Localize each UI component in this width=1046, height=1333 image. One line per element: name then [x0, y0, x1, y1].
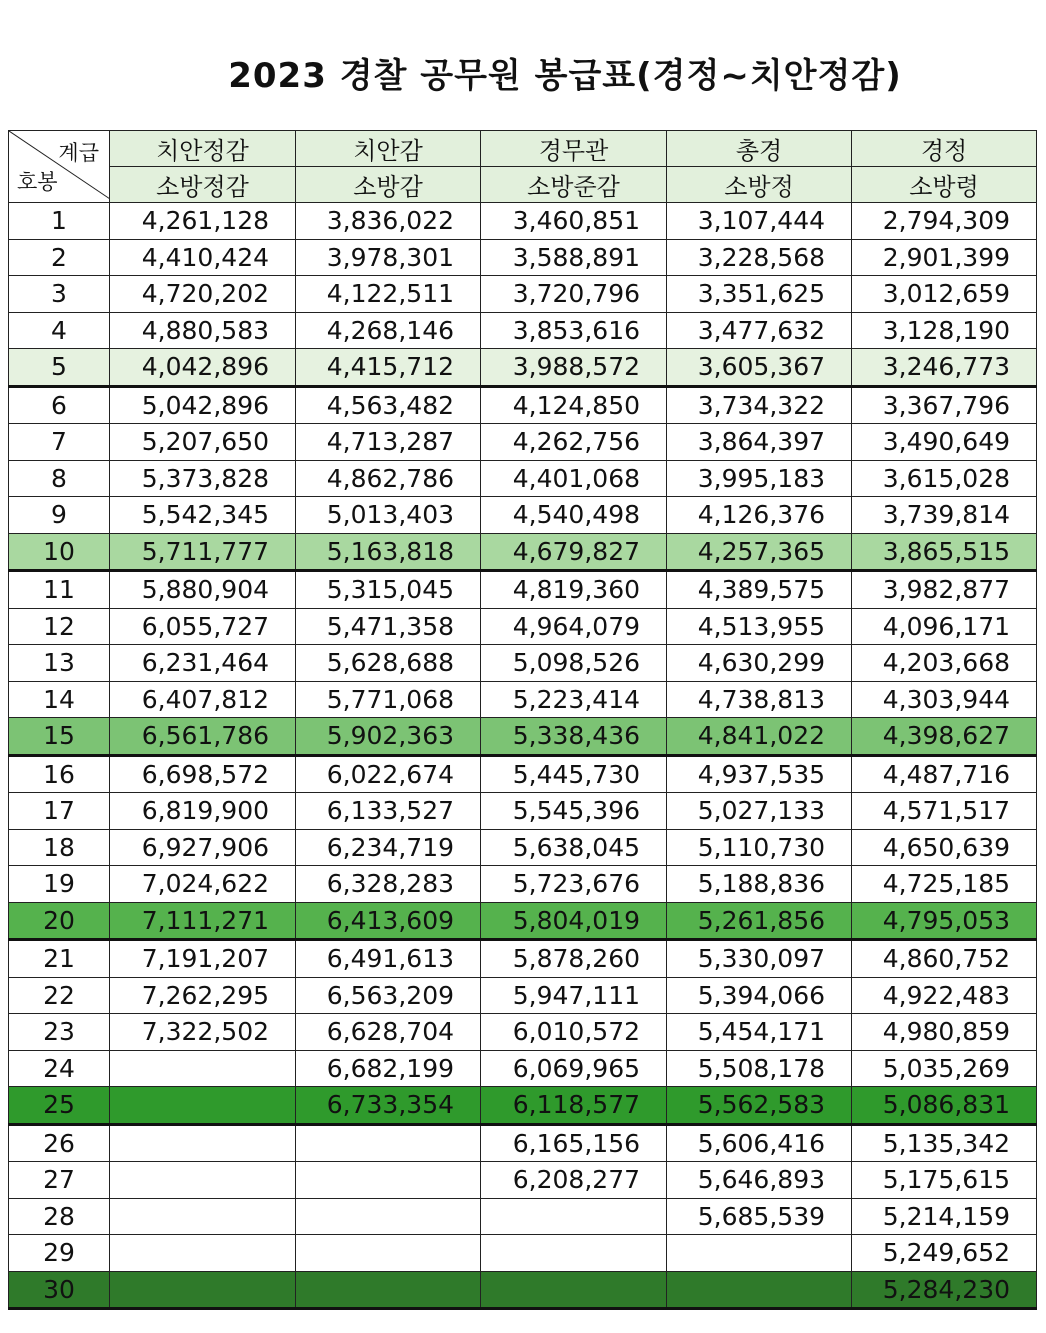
step-cell: 6: [9, 386, 110, 424]
salary-cell: 3,605,367: [667, 349, 852, 387]
table-row: [9, 902, 1037, 940]
step-cell: 23: [9, 1014, 110, 1051]
salary-cell: 5,163,818: [296, 533, 481, 571]
table-row: [9, 533, 1037, 571]
step-cell: 30: [9, 1271, 110, 1309]
salary-cell: 6,927,906: [110, 829, 296, 866]
salary-cell: 5,771,068: [296, 681, 481, 718]
step-cell: 22: [9, 977, 110, 1014]
salary-cell: 5,207,650: [110, 424, 296, 461]
header-row-police: [9, 131, 1037, 167]
salary-cell: 5,214,159: [852, 1198, 1037, 1235]
salary-cell: 5,223,414: [481, 681, 667, 718]
salary-cell: 6,819,900: [110, 793, 296, 830]
salary-cell: 5,338,436: [481, 718, 667, 756]
salary-cell: 4,261,128: [110, 203, 296, 240]
salary-cell: 6,698,572: [110, 755, 296, 793]
step-cell: 29: [9, 1235, 110, 1272]
salary-cell: 3,853,616: [481, 312, 667, 349]
salary-cell: 5,035,269: [852, 1050, 1037, 1087]
step-cell: 27: [9, 1162, 110, 1199]
salary-cell: 5,445,730: [481, 755, 667, 793]
step-cell: 15: [9, 718, 110, 756]
table-row: [9, 386, 1037, 424]
table-row: [9, 1271, 1037, 1309]
table-row: [9, 793, 1037, 830]
salary-cell: 5,638,045: [481, 829, 667, 866]
step-cell: 24: [9, 1050, 110, 1087]
salary-cell: 4,571,517: [852, 793, 1037, 830]
table-row: [9, 608, 1037, 645]
salary-cell: 4,937,535: [667, 755, 852, 793]
salary-cell: 5,315,045: [296, 571, 481, 609]
salary-cell: 4,563,482: [296, 386, 481, 424]
salary-cell: 5,804,019: [481, 902, 667, 940]
step-cell: 21: [9, 940, 110, 978]
table-row: [9, 203, 1037, 240]
salary-cell: 7,322,502: [110, 1014, 296, 1051]
salary-cell: [110, 1198, 296, 1235]
salary-cell: 5,098,526: [481, 645, 667, 682]
table-row: [9, 1124, 1037, 1162]
salary-cell: 5,188,836: [667, 866, 852, 903]
salary-cell: 3,615,028: [852, 460, 1037, 497]
header-row-fire: [9, 167, 1037, 203]
salary-table: [8, 130, 1037, 1310]
salary-cell: [110, 1162, 296, 1199]
salary-cell: 4,203,668: [852, 645, 1037, 682]
table-row: [9, 866, 1037, 903]
step-cell: 5: [9, 349, 110, 387]
table-row: [9, 645, 1037, 682]
salary-cell: 5,542,345: [110, 497, 296, 534]
salary-cell: 6,118,577: [481, 1087, 667, 1125]
salary-cell: 5,562,583: [667, 1087, 852, 1125]
salary-cell: 4,042,896: [110, 349, 296, 387]
corner-header: [9, 131, 110, 203]
step-cell: 28: [9, 1198, 110, 1235]
salary-cell: 4,650,639: [852, 829, 1037, 866]
salary-cell: 3,995,183: [667, 460, 852, 497]
table-row: [9, 497, 1037, 534]
salary-cell: 5,330,097: [667, 940, 852, 978]
salary-cell: 5,628,688: [296, 645, 481, 682]
step-cell: 12: [9, 608, 110, 645]
salary-cell: 5,261,856: [667, 902, 852, 940]
salary-cell: [110, 1050, 296, 1087]
salary-cell: 3,128,190: [852, 312, 1037, 349]
table-row: [9, 977, 1037, 1014]
salary-cell: 4,401,068: [481, 460, 667, 497]
salary-cell: 4,415,712: [296, 349, 481, 387]
salary-cell: [667, 1271, 852, 1309]
salary-cell: 3,865,515: [852, 533, 1037, 571]
salary-cell: 3,836,022: [296, 203, 481, 240]
salary-cell: 3,588,891: [481, 239, 667, 276]
salary-cell: 4,679,827: [481, 533, 667, 571]
salary-cell: 4,096,171: [852, 608, 1037, 645]
salary-cell: 5,646,893: [667, 1162, 852, 1199]
salary-cell: 5,880,904: [110, 571, 296, 609]
table-row: [9, 829, 1037, 866]
salary-cell: 3,490,649: [852, 424, 1037, 461]
salary-cell: 4,303,944: [852, 681, 1037, 718]
step-cell: 3: [9, 276, 110, 313]
salary-cell: 7,111,271: [110, 902, 296, 940]
salary-cell: [296, 1235, 481, 1272]
salary-cell: 5,042,896: [110, 386, 296, 424]
salary-cell: [296, 1124, 481, 1162]
table-row: [9, 1014, 1037, 1051]
salary-cell: 5,471,358: [296, 608, 481, 645]
salary-cell: 5,508,178: [667, 1050, 852, 1087]
step-cell: 18: [9, 829, 110, 866]
table-row: [9, 755, 1037, 793]
salary-cell: 3,246,773: [852, 349, 1037, 387]
salary-cell: 6,628,704: [296, 1014, 481, 1051]
salary-cell: 5,110,730: [667, 829, 852, 866]
corner-step-label: 호봉: [17, 170, 58, 194]
salary-cell: 5,685,539: [667, 1198, 852, 1235]
col-header-fire: 소방령: [852, 167, 1037, 203]
salary-cell: 4,398,627: [852, 718, 1037, 756]
salary-cell: 4,720,202: [110, 276, 296, 313]
salary-cell: 4,725,185: [852, 866, 1037, 903]
salary-cell: 4,922,483: [852, 977, 1037, 1014]
salary-cell: 4,630,299: [667, 645, 852, 682]
salary-cell: [481, 1198, 667, 1235]
table-row: [9, 424, 1037, 461]
salary-cell: 3,367,796: [852, 386, 1037, 424]
col-header-police: 치안감: [296, 131, 481, 167]
salary-cell: 6,022,674: [296, 755, 481, 793]
salary-cell: 4,513,955: [667, 608, 852, 645]
salary-cell: 6,733,354: [296, 1087, 481, 1125]
step-cell: 16: [9, 755, 110, 793]
salary-cell: 5,249,652: [852, 1235, 1037, 1272]
salary-cell: [296, 1198, 481, 1235]
salary-cell: [110, 1124, 296, 1162]
salary-cell: 4,819,360: [481, 571, 667, 609]
salary-cell: 7,024,622: [110, 866, 296, 903]
col-header-police: 총경: [667, 131, 852, 167]
salary-cell: 5,878,260: [481, 940, 667, 978]
step-cell: 19: [9, 866, 110, 903]
table-row: [9, 1087, 1037, 1125]
table-row: [9, 312, 1037, 349]
salary-cell: 5,013,403: [296, 497, 481, 534]
step-cell: 2: [9, 239, 110, 276]
table-row: [9, 1235, 1037, 1272]
salary-cell: 5,086,831: [852, 1087, 1037, 1125]
step-cell: 14: [9, 681, 110, 718]
salary-cell: 4,268,146: [296, 312, 481, 349]
salary-cell: 4,487,716: [852, 755, 1037, 793]
salary-cell: 6,234,719: [296, 829, 481, 866]
salary-cell: 6,133,527: [296, 793, 481, 830]
salary-table-body: [9, 203, 1037, 1309]
col-header-fire: 소방정감: [110, 167, 296, 203]
col-header-fire: 소방감: [296, 167, 481, 203]
salary-cell: 4,980,859: [852, 1014, 1037, 1051]
step-cell: 20: [9, 902, 110, 940]
salary-cell: 5,135,342: [852, 1124, 1037, 1162]
salary-cell: [667, 1235, 852, 1272]
salary-cell: 4,126,376: [667, 497, 852, 534]
salary-cell: 3,228,568: [667, 239, 852, 276]
step-cell: 4: [9, 312, 110, 349]
salary-cell: 7,191,207: [110, 940, 296, 978]
page-title: [0, 48, 1046, 97]
salary-cell: 5,394,066: [667, 977, 852, 1014]
salary-cell: 6,055,727: [110, 608, 296, 645]
salary-cell: 4,389,575: [667, 571, 852, 609]
salary-cell: [110, 1271, 296, 1309]
salary-cell: 6,491,613: [296, 940, 481, 978]
salary-cell: 4,795,053: [852, 902, 1037, 940]
salary-cell: 6,231,464: [110, 645, 296, 682]
table-row: [9, 239, 1037, 276]
salary-cell: 5,454,171: [667, 1014, 852, 1051]
col-header-police: 경정: [852, 131, 1037, 167]
salary-cell: 6,208,277: [481, 1162, 667, 1199]
salary-cell: 5,373,828: [110, 460, 296, 497]
salary-cell: 3,978,301: [296, 239, 481, 276]
salary-cell: 6,069,965: [481, 1050, 667, 1087]
salary-cell: 4,122,511: [296, 276, 481, 313]
salary-cell: 3,012,659: [852, 276, 1037, 313]
salary-cell: 3,864,397: [667, 424, 852, 461]
table-row: [9, 1162, 1037, 1199]
salary-cell: 6,413,609: [296, 902, 481, 940]
table-row: [9, 681, 1037, 718]
salary-cell: 6,561,786: [110, 718, 296, 756]
salary-cell: 4,860,752: [852, 940, 1037, 978]
table-row: [9, 276, 1037, 313]
table-row: [9, 718, 1037, 756]
salary-cell: 4,841,022: [667, 718, 852, 756]
salary-cell: [481, 1235, 667, 1272]
salary-cell: 4,124,850: [481, 386, 667, 424]
salary-cell: 5,947,111: [481, 977, 667, 1014]
salary-cell: 5,606,416: [667, 1124, 852, 1162]
title-text: 2023 경찰 공무원 봉급표(경정~치안정감): [228, 56, 902, 96]
table-row: [9, 349, 1037, 387]
salary-cell: 5,711,777: [110, 533, 296, 571]
col-header-fire: 소방준감: [481, 167, 667, 203]
salary-cell: 5,027,133: [667, 793, 852, 830]
salary-cell: [296, 1271, 481, 1309]
step-cell: 17: [9, 793, 110, 830]
salary-cell: 5,902,363: [296, 718, 481, 756]
step-cell: 13: [9, 645, 110, 682]
salary-cell: 4,410,424: [110, 239, 296, 276]
salary-cell: [296, 1162, 481, 1199]
salary-cell: 6,010,572: [481, 1014, 667, 1051]
salary-cell: [110, 1087, 296, 1125]
salary-cell: 3,739,814: [852, 497, 1037, 534]
salary-cell: 2,794,309: [852, 203, 1037, 240]
salary-cell: 4,862,786: [296, 460, 481, 497]
table-row: [9, 460, 1037, 497]
col-header-fire: 소방정: [667, 167, 852, 203]
salary-cell: 6,563,209: [296, 977, 481, 1014]
salary-cell: 3,982,877: [852, 571, 1037, 609]
salary-cell: 5,545,396: [481, 793, 667, 830]
salary-cell: 7,262,295: [110, 977, 296, 1014]
salary-cell: 3,460,851: [481, 203, 667, 240]
salary-cell: 4,738,813: [667, 681, 852, 718]
table-row: [9, 940, 1037, 978]
salary-cell: 3,477,632: [667, 312, 852, 349]
step-cell: 7: [9, 424, 110, 461]
step-cell: 8: [9, 460, 110, 497]
salary-cell: 3,988,572: [481, 349, 667, 387]
step-cell: 11: [9, 571, 110, 609]
salary-cell: 4,262,756: [481, 424, 667, 461]
table-row: [9, 1050, 1037, 1087]
salary-cell: 6,682,199: [296, 1050, 481, 1087]
salary-cell: 6,165,156: [481, 1124, 667, 1162]
salary-cell: 5,723,676: [481, 866, 667, 903]
salary-cell: 6,407,812: [110, 681, 296, 718]
table-row: [9, 1198, 1037, 1235]
salary-cell: 5,284,230: [852, 1271, 1037, 1309]
table-row: [9, 571, 1037, 609]
salary-cell: 3,720,796: [481, 276, 667, 313]
salary-cell: 2,901,399: [852, 239, 1037, 276]
salary-cell: 4,257,365: [667, 533, 852, 571]
step-cell: 1: [9, 203, 110, 240]
salary-cell: 4,964,079: [481, 608, 667, 645]
salary-cell: 6,328,283: [296, 866, 481, 903]
step-cell: 26: [9, 1124, 110, 1162]
col-header-police: 치안정감: [110, 131, 296, 167]
step-cell: 25: [9, 1087, 110, 1125]
salary-cell: 4,880,583: [110, 312, 296, 349]
salary-cell: 5,175,615: [852, 1162, 1037, 1199]
salary-cell: [110, 1235, 296, 1272]
step-cell: 9: [9, 497, 110, 534]
step-cell: 10: [9, 533, 110, 571]
salary-cell: 3,107,444: [667, 203, 852, 240]
salary-cell: 3,351,625: [667, 276, 852, 313]
col-header-police: 경무관: [481, 131, 667, 167]
salary-cell: [481, 1271, 667, 1309]
salary-cell: 4,713,287: [296, 424, 481, 461]
corner-rank-label: 계급: [58, 141, 99, 165]
salary-cell: 3,734,322: [667, 386, 852, 424]
salary-cell: 4,540,498: [481, 497, 667, 534]
